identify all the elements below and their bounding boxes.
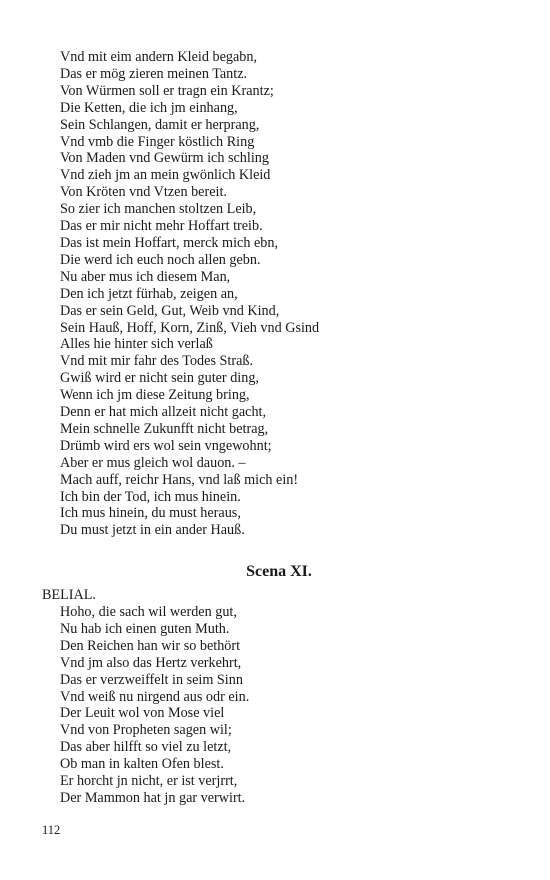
verse-line: Das aber hilfft so viel zu letzt, bbox=[60, 739, 232, 756]
speaker-name: BELIAL. bbox=[42, 587, 96, 603]
verse-line: Ob man in kalten Ofen blest. bbox=[60, 756, 224, 773]
verse-line: Von Würmen soll er tragn ein Krantz; bbox=[60, 82, 274, 99]
verse-line: Nu aber mus ich diesem Man, bbox=[60, 268, 231, 285]
verse-line: Gwiß wird er nicht sein guter ding, bbox=[60, 370, 259, 387]
scene-heading: Scena XI. bbox=[246, 563, 312, 580]
verse-line: Das er mög zieren meinen Tantz. bbox=[60, 65, 248, 82]
verse-line: Das er mir nicht mehr Hoffart treib. bbox=[60, 218, 263, 235]
verse-line: Der Leuit wol von Mose viel bbox=[60, 705, 225, 722]
verse-line: Du must jetzt in ein ander Hauß. bbox=[60, 522, 245, 539]
verse-line: Von Maden vnd Gewürm ich schling bbox=[60, 150, 269, 167]
verse-line: Alles hie hinter sich verlaß bbox=[60, 336, 213, 353]
verse-line: Vnd mit mir fahr des Todes Straß. bbox=[60, 353, 254, 370]
verse-line: So zier ich manchen stoltzen Leib, bbox=[60, 201, 257, 218]
verse-line: Ich mus hinein, du must heraus, bbox=[60, 505, 241, 522]
verse-line: Von Kröten vnd Vtzen bereit. bbox=[60, 184, 227, 201]
verse-line: Mach auff, reichr Hans, vnd laß mich ein! bbox=[60, 471, 299, 488]
verse-line: Das er sein Geld, Gut, Weib vnd Kind, bbox=[60, 302, 280, 319]
verse-line: Wenn ich jm diese Zeitung bring, bbox=[60, 387, 250, 404]
verse-line: Nu hab ich einen guten Muth. bbox=[60, 620, 230, 637]
verse-line: Der Mammon hat jn gar verwirt. bbox=[60, 789, 246, 806]
verse-line: Den Reichen han wir so bethört bbox=[60, 637, 241, 654]
verse-line: Vnd jm also das Hertz verkehrt, bbox=[60, 654, 242, 671]
verse-line: Vnd von Propheten sagen wil; bbox=[60, 722, 232, 739]
verse-line: Vnd mit eim andern Kleid begabn, bbox=[60, 49, 257, 65]
verse-line: Die Ketten, die ich jm einhang, bbox=[60, 99, 238, 116]
verse-line: Denn er hat mich allzeit nicht gacht, bbox=[60, 404, 267, 421]
verse-block-death-speech bbox=[60, 49, 530, 539]
verse-line: Aber er mus gleich wol dauon. – bbox=[60, 454, 246, 471]
verse-line: Die werd ich euch noch allen gebn. bbox=[60, 251, 261, 268]
verse-line: Das ist mein Hoffart, merck mich ebn, bbox=[60, 234, 279, 251]
verse-line: Das er verzweiffelt in seim Sinn bbox=[60, 671, 243, 688]
verse-line: Ich bin der Tod, ich mus hinein. bbox=[60, 488, 241, 505]
verse-line: Sein Hauß, Hoff, Korn, Zinß, Vieh vnd Gsind bbox=[60, 319, 320, 336]
verse-line: Sein Schlangen, damit er herprang, bbox=[60, 116, 260, 133]
verse-line: Vnd weiß nu nirgend aus odr ein. bbox=[60, 688, 250, 705]
verse-line: Er horcht jn nicht, er ist verjrrt, bbox=[60, 773, 238, 790]
verse-line: Mein schnelle Zukunfft nicht betrag, bbox=[60, 420, 269, 437]
verse-line: Drümb wird ers wol sein vngewohnt; bbox=[60, 437, 272, 454]
verse-line: Vnd vmb die Finger köstlich Ring bbox=[60, 133, 255, 150]
page-number: 112 bbox=[42, 823, 61, 837]
verse-line: Hoho, die sach wil werden gut, bbox=[60, 604, 237, 620]
verse-line: Vnd zieh jm an mein gwönlich Kleid bbox=[60, 167, 271, 184]
verse-block-belial-speech bbox=[60, 604, 530, 807]
verse-line: Den ich jetzt fürhab, zeigen an, bbox=[60, 285, 238, 302]
